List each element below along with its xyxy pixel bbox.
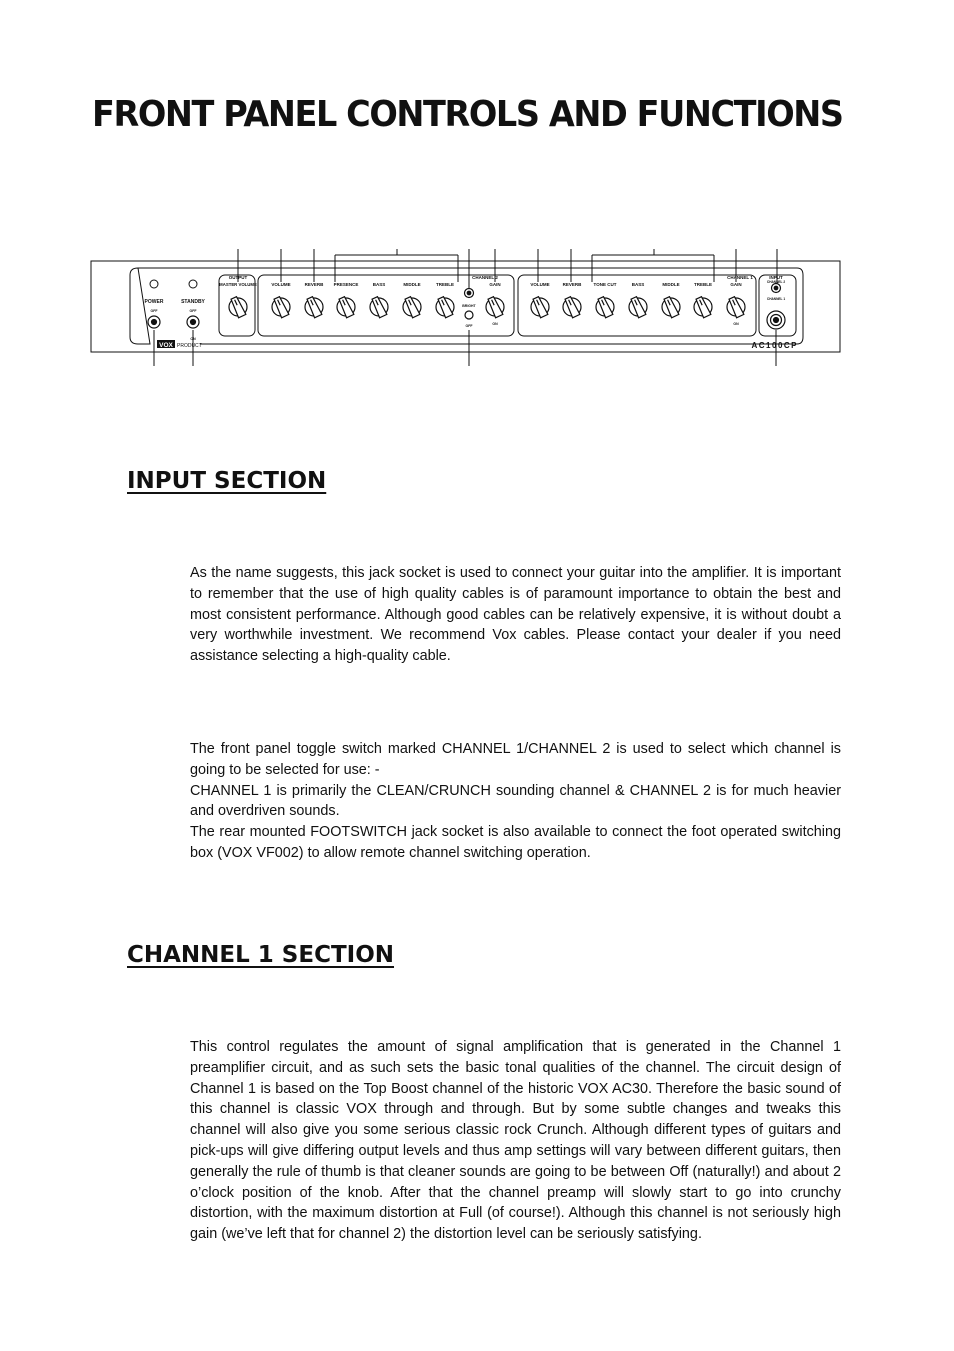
knob-label: MIDDLE: [403, 282, 421, 287]
svg-text:GAIN: GAIN: [730, 282, 742, 287]
paragraph-channel1-gain: This control regulates the amount of signal amplification that is generated in the Channel 1 preamplifier circuit, and as such sets the basic tonal qualities of the channel. The circuit design of Channel 1 is based on the Top Boost channel of the historic VOX AC30. Therefore the basic sound of this channel is classic VOX through and through. But by some subtle changes and tweaks this channel will also give you some serious classic rock Crunch. Although different types of guitars and pick-ups will give differing output levels and thus amp settings will vary between different guitars, then generally the rule of thumb is that cleaner sounds are going to be between Off (naturally!) and about 2 o’clock position of the knob. After that the channel preamp will slowly start to go into crunchy distortion, with the maximum distortion at Full (of course!). Although this channel is not seriously high gain (we’ve left that for channel 2) the distortion level can be seriously satisfying.: [190, 1039, 841, 1243]
power-lamp: [150, 280, 158, 288]
channel1-knob[interactable]: [629, 296, 647, 318]
knob-label: BASS: [631, 282, 645, 287]
channel2-knob[interactable]: [370, 296, 388, 318]
svg-text:VOX: VOX: [159, 342, 173, 349]
svg-text:ON: ON: [190, 337, 196, 341]
section-heading-input: INPUT SECTION: [127, 468, 327, 494]
power-label: POWER: [144, 299, 164, 305]
channel2-gain-knob[interactable]: [486, 296, 504, 318]
knob-label: VOLUME: [271, 282, 291, 287]
svg-text:PRODUCT: PRODUCT: [177, 343, 202, 349]
svg-text:OFF: OFF: [189, 309, 197, 313]
paragraph-input-jack: As the name suggests, this jack socket is used to connect your guitar into the amplifier. It is important to remember that the use of high quality cables is of paramount importance to obtain the best and most consistent performance. Although good cables can be relatively expensive, it is without doubt a very worthwhile investment. We recommend Vox cables. Please contact your dealer if you need assistance selecting a high-quality cable.: [190, 565, 841, 665]
channel1-label: CHANNEL 1: [727, 275, 753, 280]
master-volume-label: MASTER VOLUME: [219, 282, 257, 287]
bright-switch-lower: [465, 311, 473, 319]
channel1-knob[interactable]: [531, 296, 549, 318]
channel1-gain-knob[interactable]: [727, 296, 745, 318]
front-panel-diagram: [90, 243, 842, 369]
paragraph-channel-select: The front panel toggle switch marked CHANNEL 1/CHANNEL 2 is used to select which channel is going to be selected for use: - CHANNEL 1 is primarily the CLEAN/CRUNCH sounding channel & CHANNEL 2 is for much heavier and overdriven sounds. The rear mounted FOOTSWITCH jack socket is also available to connect the foot operated switching box (VOX VF002) to allow remote channel switching operation.: [190, 741, 841, 861]
svg-text:OFF: OFF: [465, 324, 473, 328]
knob-label: REVERB: [562, 282, 582, 287]
svg-text:CHANNEL 1: CHANNEL 1: [766, 297, 786, 301]
bright-label: BRIGHT: [462, 304, 476, 308]
channel1-knob[interactable]: [596, 296, 614, 318]
channel1-knob[interactable]: [694, 296, 712, 318]
channel2-knob[interactable]: [436, 296, 454, 318]
knob-label: REVERB: [304, 282, 324, 287]
channel2-knob[interactable]: [272, 296, 290, 318]
channel2-knob[interactable]: [337, 296, 355, 318]
input-label: INPUT: [769, 275, 783, 280]
channel1-knob[interactable]: [662, 296, 680, 318]
knob-label: TREBLE: [436, 282, 454, 287]
section-heading-channel1: CHANNEL 1 SECTION: [127, 942, 395, 968]
svg-text:OFF: OFF: [150, 309, 158, 313]
knob-label: MIDDLE: [662, 282, 680, 287]
channel2-knob[interactable]: [403, 296, 421, 318]
svg-text:GAIN: GAIN: [489, 282, 501, 287]
output-label: OUTPUT: [228, 275, 248, 280]
knob-label: BASS: [372, 282, 386, 287]
svg-text:CHANNEL 2: CHANNEL 2: [766, 280, 786, 284]
knob-label: PRESENCE: [333, 282, 359, 287]
svg-text:ON: ON: [492, 322, 498, 326]
model-label: AC100CP: [751, 341, 798, 350]
channel1-knob[interactable]: [563, 296, 581, 318]
master-volume-knob[interactable]: [229, 296, 247, 318]
knob-label: VOLUME: [530, 282, 550, 287]
svg-text:ON: ON: [733, 322, 739, 326]
knob-label: TONE CUT: [593, 282, 617, 287]
knob-label: TREBLE: [694, 282, 712, 287]
standby-lamp: [189, 280, 197, 288]
page-title: FRONT PANEL CONTROLS AND FUNCTIONS: [92, 94, 843, 135]
standby-label: STANDBY: [181, 299, 205, 305]
channel2-knob[interactable]: [305, 296, 323, 318]
channel2-label: CHANNEL 2: [472, 275, 498, 280]
